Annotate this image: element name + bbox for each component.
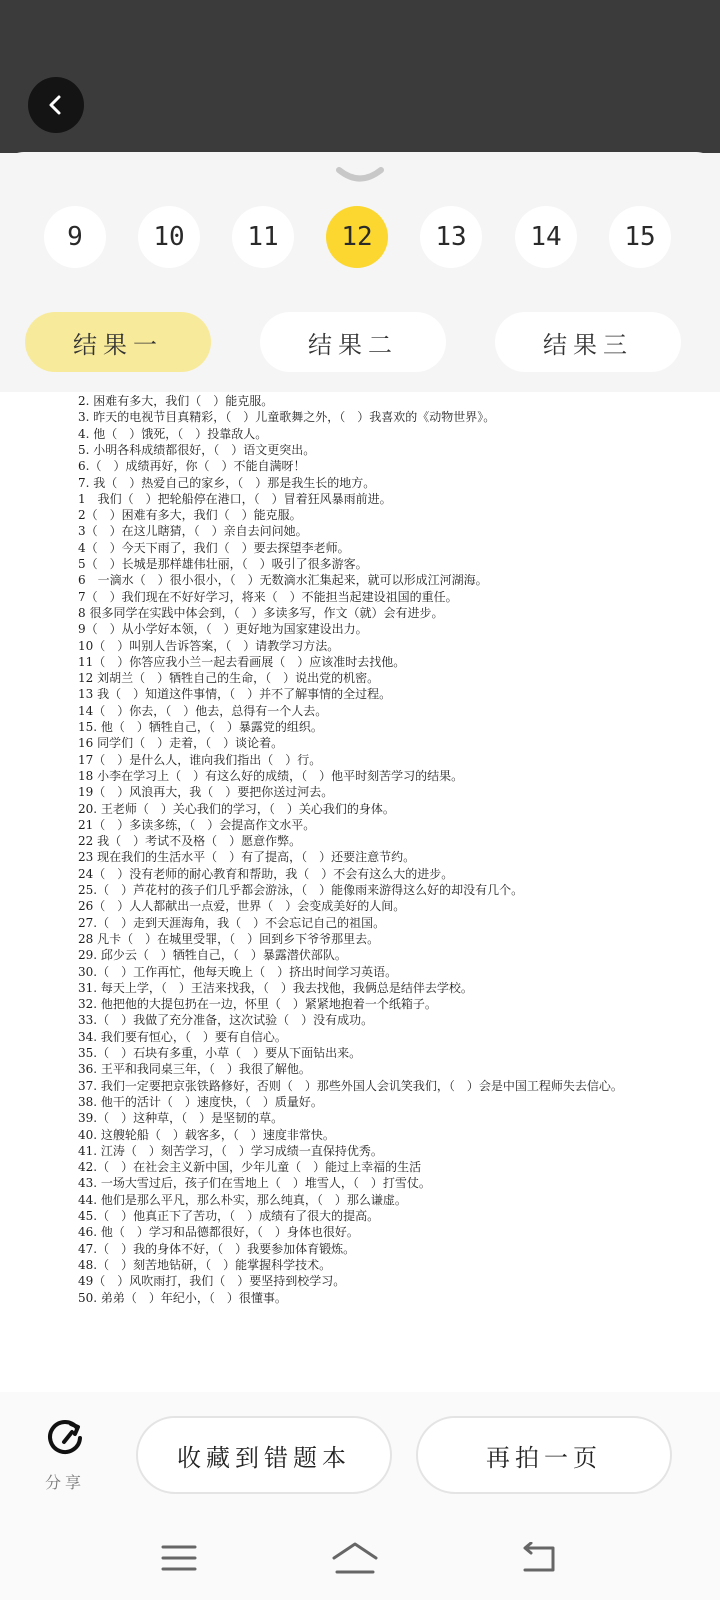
tab-label: 结果一 (73, 330, 163, 359)
page-11-button[interactable] (232, 206, 294, 268)
worksheet-line: 28 凡卡（ ）在城里受罪，（ ）回到乡下爷爷那里去。 (78, 931, 380, 946)
page-9-button[interactable] (44, 206, 106, 268)
page-number: 12 (341, 222, 373, 252)
page-number: 10 (153, 222, 185, 252)
worksheet-line: 39.（ ）这种草，（ ）是坚韧的草。 (78, 1111, 284, 1126)
tab-label: 结果三 (543, 330, 633, 359)
worksheet-line: 11（ ）你答应我小兰一起去看画展（ ）应该准时去找他。 (78, 654, 406, 669)
page-13-button[interactable] (420, 206, 482, 268)
worksheet-line: 49（ ）风吹雨打，我们（ ）要坚持到校学习。 (78, 1274, 346, 1289)
tab-result-2[interactable] (260, 312, 446, 372)
return-icon (519, 1542, 557, 1574)
back-nav-button[interactable] (516, 1538, 560, 1578)
page-number: 15 (624, 222, 656, 252)
button-label: 再拍一页 (486, 1443, 602, 1472)
menu-nav-button[interactable] (157, 1538, 201, 1578)
home-nav-button[interactable] (331, 1538, 379, 1578)
worksheet-line: 43. 一场大雪过后，孩子们在雪地上（ ）堆雪人，（ ）打雪仗。 (78, 1176, 431, 1191)
worksheet-line: 42.（ ）在社会主义新中国，少年儿童（ ）能过上幸福的生活 (78, 1160, 422, 1175)
page-10-button[interactable] (138, 206, 200, 268)
share-button[interactable] (40, 1416, 90, 1493)
page-15-button[interactable] (609, 206, 671, 268)
worksheet-line: 14（ ）你去，（ ）他去，总得有一个人去。 (78, 703, 328, 718)
worksheet-line: 40. 这艘轮船（ ）载客多，（ ）速度非常快。 (78, 1127, 335, 1142)
add-to-mistake-book-button[interactable] (136, 1416, 392, 1494)
worksheet-line: 34. 我们要有恒心，（ ）要有自信心。 (78, 1029, 287, 1044)
worksheet-line: 36. 王平和我同桌三年，（ ）我很了解他。 (78, 1062, 311, 1077)
worksheet-line: 13 我（ ）知道这件事情，（ ）并不了解事情的全过程。 (78, 687, 392, 702)
home-icon (331, 1541, 379, 1575)
page-12-button[interactable] (326, 206, 388, 268)
menu-icon (161, 1544, 197, 1572)
button-label: 收藏到错题本 (177, 1443, 351, 1472)
worksheet-line: 29. 邱少云（ ）牺牲自己，（ ）暴露潜伏部队。 (78, 948, 347, 963)
worksheet-line: 27.（ ）走到天涯海角，我（ ）不会忘记自己的祖国。 (78, 915, 386, 930)
page-number: 13 (435, 222, 467, 252)
worksheet-line: 19（ ）风浪再大，我（ ）要把你送过河去。 (78, 785, 334, 800)
worksheet-line: 24（ ）没有老师的耐心教育和帮助，我（ ）不会有这么大的进步。 (78, 866, 454, 881)
worksheet-line: 35.（ ）石块有多重，小草（ ）要从下面钻出来。 (78, 1046, 362, 1060)
worksheet-line: 18 小李在学习上（ ）有这么好的成绩，（ ）他平时刻苦学习的结果。 (78, 768, 464, 783)
back-button[interactable] (28, 77, 84, 133)
worksheet-line: 12 刘胡兰（ ）牺牲自己的生命，（ ）说出党的机密。 (78, 671, 380, 686)
worksheet-line: 46. 他（ ）学习和品德都很好，（ ）身体也很好。 (78, 1225, 359, 1240)
worksheet-line: 33.（ ）我做了充分准备，这次试验（ ）没有成功。 (78, 1013, 374, 1028)
share-icon (44, 1416, 86, 1458)
worksheet-line: 9（ ）从小学好本领，（ ）更好地为国家建设出力。 (78, 622, 368, 637)
page-number: 9 (67, 222, 83, 252)
worksheet-line: 48.（ ）刻苦地钻研，（ ）能掌握科学技术。 (78, 1257, 332, 1272)
worksheet-line: 31. 每天上学，（ ）王洁来找我，（ ）我去找他，我俩总是结伴去学校。 (78, 980, 473, 995)
collapse-chevron-icon[interactable] (335, 165, 385, 187)
worksheet-line: 32. 他把他的大提包扔在一边，怀里（ ）紧紧地抱着一个纸箱子。 (78, 997, 437, 1012)
page-14-button[interactable] (515, 206, 577, 268)
worksheet-line: 15. 他（ ）牺牲自己，（ ）暴露党的组织。 (78, 720, 323, 734)
worksheet-line: 2（ ）困难有多大，我们（ ）能克服。 (78, 508, 302, 523)
worksheet-line: 44. 他们是那么平凡，那么朴实，那么纯真，（ ）那么谦虚。 (78, 1192, 407, 1207)
worksheet-line: 41. 江涛（ ）刻苦学习，（ ）学习成绩一直保持优秀。 (78, 1143, 383, 1158)
worksheet-line: 3. 昨天的电视节目真精彩，（ ）儿童歌舞之外，（ ）我喜欢的《动物世界》。 (78, 410, 496, 425)
page-number: 11 (247, 222, 279, 252)
page-number: 14 (530, 222, 562, 252)
scanned-worksheet (0, 392, 720, 1392)
share-label: 分享 (44, 1473, 85, 1492)
tab-label: 结果二 (308, 330, 398, 359)
worksheet-line: 45.（ ）他真正下了苦功，（ ）成绩有了很大的提高。 (78, 1209, 380, 1223)
worksheet-line: 50. 弟弟（ ）年纪小，（ ）很懂事。 (78, 1290, 287, 1305)
worksheet-line: 38. 他干的活计（ ）速度快，（ ）质量好。 (78, 1094, 323, 1109)
worksheet-line: 2. 困难有多大，我们（ ）能克服。 (78, 394, 274, 408)
worksheet-line: 26（ ）人人都献出一点爱，世界（ ）会变成美好的人间。 (78, 899, 406, 914)
worksheet-line: 3（ ）在这儿瞎猜，（ ）亲自去问问她。 (78, 524, 308, 539)
worksheet-line: 21（ ）多读多练，（ ）会提高作文水平。 (78, 817, 316, 832)
worksheet-line: 8 很多同学在实践中体会到，（ ）多读多写，作文（就）会有进步。 (78, 605, 444, 620)
worksheet-line: 37. 我们一定要把京张铁路修好，否则（ ）那些外国人会讥笑我们，（ ）会是中国工程师失去信心。 (78, 1078, 623, 1093)
worksheet-line: 16 同学们（ ）走着，（ ）谈论着。 (78, 736, 284, 751)
worksheet-line: 7（ ）我们现在不好好学习，将来（ ）不能担当起建设祖国的重任。 (78, 589, 458, 604)
top-bar (0, 0, 720, 153)
worksheet-line: 25.（ ）芦花村的孩子们几乎都会游泳，（ ）能像雨来游得这么好的却没有几个。 (78, 883, 524, 897)
worksheet-line: 17（ ）是什么人，谁向我们指出（ ）行。 (78, 752, 322, 767)
worksheet-line: 30.（ ）工作再忙，他每天晚上（ ）挤出时间学习英语。 (78, 964, 398, 979)
worksheet-line: 23 现在我们的生活水平（ ）有了提高，（ ）还要注意节约。 (78, 850, 416, 865)
worksheet-line: 7. 我（ ）热爱自己的家乡，（ ）那是我生长的地方。 (78, 475, 376, 490)
worksheet-line: 22 我（ ）考试不及格（ ）愿意作弊。 (78, 834, 302, 849)
worksheet-line: 10（ ）叫别人告诉答案，（ ）请教学习方法。 (78, 638, 340, 653)
worksheet-line: 6 一滴水（ ）很小很小，（ ）无数滴水汇集起来，就可以形成江河湖海。 (78, 573, 488, 588)
retake-page-button[interactable] (416, 1416, 672, 1494)
worksheet-line: 4. 他（ ）饿死，（ ）投靠敌人。 (78, 426, 268, 441)
worksheet-line: 5. 小明各科成绩都很好，（ ）语文更突出。 (78, 442, 316, 457)
worksheet-line: 6.（ ）成绩再好，你（ ）不能自满呀！ (78, 459, 306, 474)
worksheet-line: 1 我们（ ）把轮船停在港口，（ ）冒着狂风暴雨前进。 (78, 491, 392, 506)
back-arrow-icon (44, 93, 68, 117)
tab-result-1[interactable] (25, 312, 211, 372)
tab-result-3[interactable] (495, 312, 681, 372)
worksheet-line: 20. 王老师（ ）关心我们的学习，（ ）关心我们的身体。 (78, 801, 395, 816)
worksheet-line: 47.（ ）我的身体不好，（ ）我要参加体育锻炼。 (78, 1241, 356, 1256)
worksheet-line: 5（ ）长城是那样雄伟壮丽，（ ）吸引了很多游客。 (78, 557, 368, 571)
worksheet-line: 4（ ）今天下雨了，我们（ ）要去探望李老师。 (78, 540, 350, 555)
